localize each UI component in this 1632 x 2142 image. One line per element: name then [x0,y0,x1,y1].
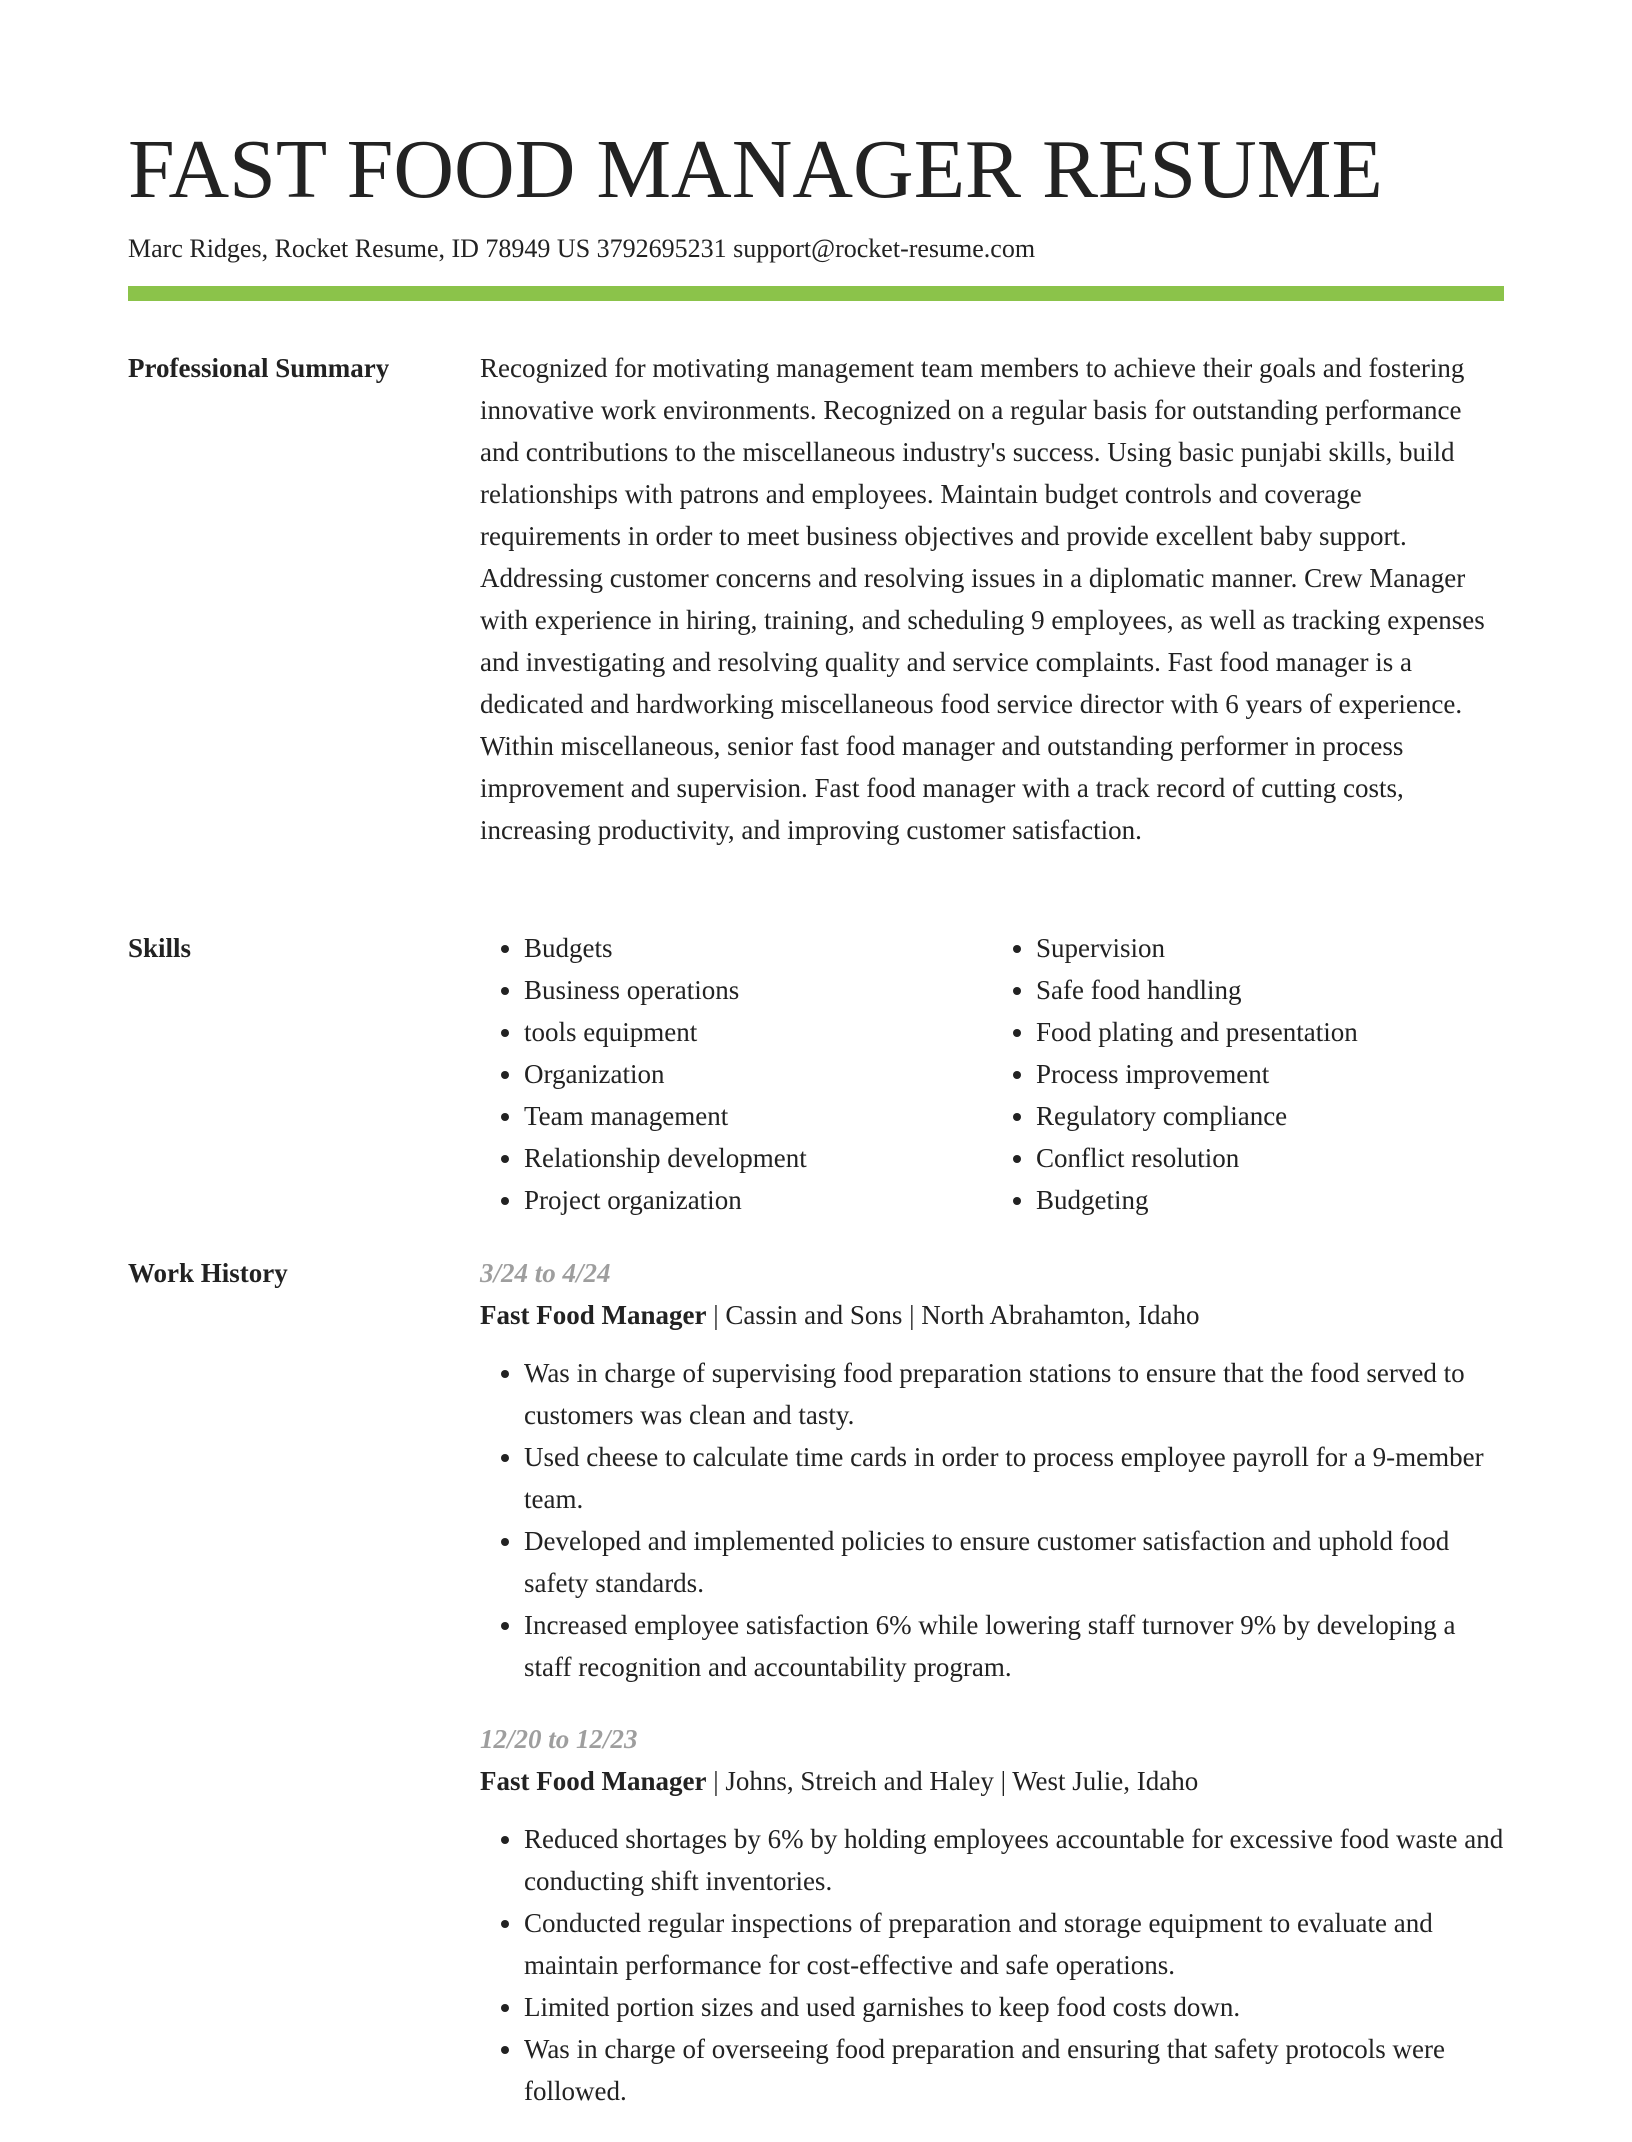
job-bullet: • Used cheese to calculate time cards in order to process employee payroll for a 9-member team. [524,1436,1504,1520]
skills-body [480,927,1504,1221]
skill-item: • Project organization [524,1179,992,1221]
job-bullet-list [480,1818,1504,2112]
contact-line: Marc Ridges, Rocket Resume, ID 78949 US 3792695231 support@rocket-resume.com [128,234,1036,263]
summary-body [480,347,1504,851]
skill-item: • Team management [524,1095,992,1137]
job-entry [480,1718,1504,2112]
job-title: Fast Food Manager [480,1300,707,1330]
job-bullet: • Developed and implemented policies to ensure customer satisfaction and uphold food safety standards. [524,1520,1504,1604]
skill-item: • Supervision [1036,927,1504,969]
skill-item: • Organization [524,1053,992,1095]
skill-item: • Business operations [524,969,992,1011]
work-history-body [480,1252,1504,2142]
skills-list-left [480,927,992,1221]
job-bullet: • Reduced shortages by 6% by holding employees accountable for excessive food waste and conducting shift inventories. [524,1818,1504,1902]
skill-item: • Regulatory compliance [1036,1095,1504,1137]
job-details: | Johns, Streich and Haley | West Julie, Idaho [706,1766,1199,1796]
skills-heading: Skills [128,933,192,963]
skill-item: • Budgets [524,927,992,969]
job-bullet: • Was in charge of supervising food preparation stations to ensure that the food served to customers was clean and tasty. [524,1352,1504,1436]
job-bullet-list [480,1352,1504,1688]
job-bullet: • Was in charge of overseeing food preparation and ensuring that safety protocols were followed. [524,2028,1504,2112]
job-bullet: • Limited portion sizes and used garnishes to keep food costs down. [524,1986,1504,2028]
job-bullet: • Conducted regular inspections of preparation and storage equipment to evaluate and maintain performance for cost-effective and safe operations. [524,1902,1504,1986]
job-details: | Cassin and Sons | North Abrahamton, Idaho [706,1300,1200,1330]
summary-text: Recognized for motivating management team members to achieve their goals and fostering innovative work environments. Recognized on a regular basis for outstanding performance and contributions to the miscellaneous industry's success. Using basic punjabi skills, build relationships with patrons and employees. Maintain budget controls and coverage requirements in order to meet business objectives and provide excellent baby support. Addressing customer concerns and resolving issues in a diplomatic manner. Crew Manager with experience in hiring, training, and scheduling 9 employees, as well as tracking expenses and investigating and resolving quality and service complaints. Fast food manager is a dedicated and hardworking miscellaneous food service director with 6 years of experience. Within miscellaneous, senior fast food manager and outstanding performer in process improvement and supervision. Fast food manager with a track record of cutting costs, increasing productivity, and improving customer satisfaction. [480,353,1485,845]
job-entry [480,1252,1504,1688]
skill-item: • Food plating and presentation [1036,1011,1504,1053]
skills-columns [480,927,1504,1221]
job-title: Fast Food Manager [480,1766,707,1796]
job-bullet: • Increased employee satisfaction 6% while lowering staff turnover 9% by developing a staff recognition and accountability program. [524,1604,1504,1688]
skill-item: • Process improvement [1036,1053,1504,1095]
header-divider [128,286,1504,301]
job-heading [480,1294,1504,1336]
job-heading [480,1760,1504,1802]
skill-item: • Conflict resolution [1036,1137,1504,1179]
skill-item: • tools equipment [524,1011,992,1053]
skills-list-right [992,927,1504,1221]
summary-heading: Professional Summary [128,353,390,383]
job-dates: 12/20 to 12/23 [480,1724,638,1754]
job-dates: 3/24 to 4/24 [480,1258,611,1288]
skill-item: • Safe food handling [1036,969,1504,1011]
resume-title: FAST FOOD MANAGER RESUME [128,123,1383,216]
work-history-heading: Work History [128,1258,288,1288]
skill-item: • Relationship development [524,1137,992,1179]
skill-item: • Budgeting [1036,1179,1504,1221]
